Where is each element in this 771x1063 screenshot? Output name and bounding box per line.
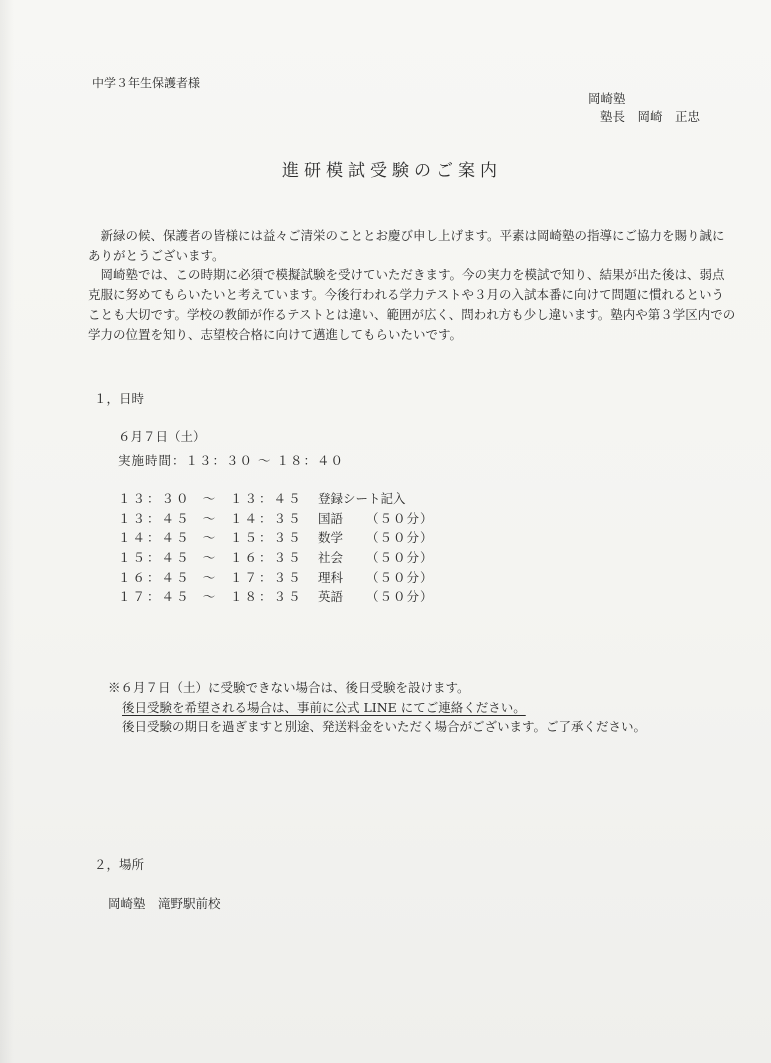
note-line-underlined: 後日受験を希望される場合は、事前に公式 LINE にてご連絡ください。: [122, 699, 526, 715]
document-title: 進研模試受験のご案内: [282, 161, 502, 181]
schedule-end: １５：３５: [230, 530, 303, 546]
schedule-start: １３：４５: [118, 510, 191, 526]
schedule-tilde: ～: [202, 491, 216, 506]
schedule-row: [118, 489, 434, 509]
schedule-subject: 登録シート記入: [318, 491, 406, 506]
schedule-duration: （５０分）: [366, 569, 434, 585]
schedule-end: １３：４５: [230, 491, 303, 506]
schedule-tilde: ～: [202, 530, 216, 546]
sender-principal: 塾長 岡崎 正忠: [600, 109, 701, 124]
makeup-exam-notes: [108, 678, 646, 737]
schedule-row: [118, 568, 434, 588]
schedule-end: １８：３５: [230, 589, 303, 605]
letter-body: [88, 226, 736, 344]
schedule-duration: （５０分）: [366, 550, 434, 566]
note-line: 後日受験の期日を過ぎますと別途、発送料金をいただく場合がございます。ご了承ください。: [122, 719, 647, 734]
schedule-row: [118, 509, 434, 529]
schedule-subject: 数学: [318, 530, 344, 546]
schedule-start: １５：４５: [118, 550, 191, 566]
section-heading-datetime: １，日時: [94, 391, 145, 406]
schedule-row: [118, 587, 434, 607]
schedule-tilde: ～: [202, 569, 216, 585]
exam-date: ６月７日（土）: [118, 429, 206, 444]
exam-time-range: 実施時間：１３：３０ ～ １８：４０: [118, 453, 344, 468]
schedule-start: １３：３０: [118, 491, 191, 506]
sender-organization: 岡崎塾: [588, 91, 626, 106]
schedule-start: １６：４５: [118, 569, 191, 585]
recipient-line: 中学３年生保護者様: [92, 76, 201, 90]
schedule-row: [118, 548, 434, 568]
schedule-duration: （５０分）: [366, 530, 434, 546]
schedule-end: １６：３５: [230, 550, 303, 566]
schedule-subject: 国語: [318, 510, 344, 526]
schedule-duration: （５０分）: [366, 510, 434, 526]
schedule-subject: 社会: [318, 550, 344, 566]
schedule-list: [118, 489, 434, 607]
schedule-end: １７：３５: [230, 569, 303, 585]
schedule-subject: 英語: [318, 589, 344, 605]
schedule-tilde: ～: [202, 550, 216, 566]
note-line: ※６月７日（土）に受験できない場合は、後日受験を設けます。: [108, 680, 470, 695]
schedule-subject: 理科: [318, 569, 344, 585]
section-heading-location: ２，場所: [94, 857, 145, 872]
schedule-start: １４：４５: [118, 530, 191, 546]
schedule-tilde: ～: [202, 510, 216, 526]
schedule-row: [118, 528, 434, 548]
schedule-duration: （５０分）: [366, 589, 434, 605]
schedule-end: １４：３５: [230, 510, 303, 526]
greeting-paragraph: 新緑の候、保護者の皆様には益々ご清栄のこととお慶び申し上げます。平素は岡崎塾の指導にご協力を賜り誠にありがとうございます。: [88, 228, 725, 263]
venue-name: 岡崎塾 滝野駅前校: [108, 896, 221, 911]
schedule-start: １７：４５: [118, 589, 191, 605]
schedule-tilde: ～: [202, 589, 216, 605]
purpose-paragraph: 岡崎塾では、この時期に必須で模擬試験を受けていただきます。今の実力を模試で知り、結果が出た後は、弱点克服に努めてもらいたいと考えています。今後行われる学力テストや３月の入試本番に向けて問題に慣れるということも大切です。学校の教師が作るテストとは違い、範囲が広く、問われ方も少し違います。塾内や第３学区内での学力の位置を知り、志望校合格に向けて邁進してもらいたいです。: [88, 267, 736, 342]
